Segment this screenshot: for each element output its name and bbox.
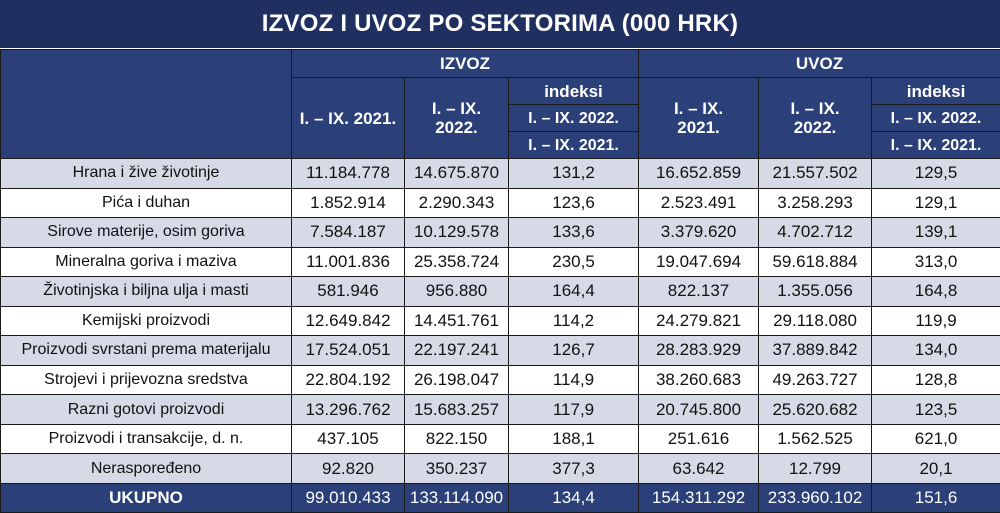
header-corner bbox=[1, 50, 292, 159]
cell-izvoz-2021: 13.296.762 bbox=[292, 395, 405, 425]
table-row bbox=[1, 188, 1000, 218]
cell-sector: Pića i duhan bbox=[1, 188, 292, 218]
cell-izvoz-2021: 12.649.842 bbox=[292, 306, 405, 336]
cell-uvoz-2022: 3.258.293 bbox=[759, 188, 872, 218]
cell-uvoz-index: 134,0 bbox=[872, 336, 1000, 366]
total-imidx: 151,6 bbox=[872, 484, 1000, 513]
cell-uvoz-2021: 822.137 bbox=[639, 277, 759, 307]
cell-uvoz-2022: 21.557.502 bbox=[759, 159, 872, 189]
page-title: IZVOZ I UVOZ PO SEKTORIMA (000 HRK) bbox=[0, 0, 1000, 48]
total-im2021: 154.311.292 bbox=[639, 484, 759, 513]
header-uvoz-2022-line1: I. – IX. bbox=[790, 99, 840, 118]
cell-izvoz-2021: 11.001.836 bbox=[292, 247, 405, 277]
header-uvoz-idx-num: I. – IX. 2022. bbox=[872, 105, 1000, 132]
cell-uvoz-2021: 24.279.821 bbox=[639, 306, 759, 336]
total-label: UKUPNO bbox=[1, 484, 292, 513]
cell-uvoz-2022: 37.889.842 bbox=[759, 336, 872, 366]
header-izvoz-idx-num: I. – IX. 2022. bbox=[509, 105, 639, 132]
cell-uvoz-index: 129,1 bbox=[872, 188, 1000, 218]
header-izvoz-2022-line1: I. – IX. bbox=[431, 99, 482, 118]
cell-sector: Mineralna goriva i maziva bbox=[1, 247, 292, 277]
cell-izvoz-2021: 7.584.187 bbox=[292, 218, 405, 248]
cell-izvoz-index: 126,7 bbox=[509, 336, 639, 366]
table-row bbox=[1, 306, 1000, 336]
cell-sector: Neraspoređeno bbox=[1, 454, 292, 484]
cell-izvoz-index: 133,6 bbox=[509, 218, 639, 248]
cell-uvoz-2022: 12.799 bbox=[759, 454, 872, 484]
cell-uvoz-2021: 20.745.800 bbox=[639, 395, 759, 425]
total-row bbox=[1, 484, 1000, 513]
header-uvoz-2021-line2: 2021. bbox=[677, 118, 720, 137]
total-ex2022: 133.114.090 bbox=[405, 484, 509, 513]
header-izvoz: IZVOZ bbox=[292, 50, 639, 78]
cell-uvoz-index: 313,0 bbox=[872, 247, 1000, 277]
cell-uvoz-2022: 29.118.080 bbox=[759, 306, 872, 336]
total-exidx: 134,4 bbox=[509, 484, 639, 513]
cell-izvoz-2022: 956.880 bbox=[405, 277, 509, 307]
header-uvoz-indeksi: indeksi bbox=[872, 78, 1000, 105]
cell-izvoz-2022: 350.237 bbox=[405, 454, 509, 484]
cell-izvoz-index: 114,2 bbox=[509, 306, 639, 336]
cell-sector: Životinjska i biljna ulja i masti bbox=[1, 277, 292, 307]
cell-izvoz-2022: 822.150 bbox=[405, 424, 509, 454]
cell-izvoz-2021: 437.105 bbox=[292, 424, 405, 454]
cell-uvoz-index: 621,0 bbox=[872, 424, 1000, 454]
cell-uvoz-index: 20,1 bbox=[872, 454, 1000, 484]
table-row bbox=[1, 277, 1000, 307]
cell-uvoz-index: 119,9 bbox=[872, 306, 1000, 336]
cell-sector: Proizvodi i transakcije, d. n. bbox=[1, 424, 292, 454]
total-ex2021: 99.010.433 bbox=[292, 484, 405, 513]
cell-izvoz-index: 188,1 bbox=[509, 424, 639, 454]
cell-uvoz-2021: 16.652.859 bbox=[639, 159, 759, 189]
table-row bbox=[1, 247, 1000, 277]
cell-izvoz-2021: 581.946 bbox=[292, 277, 405, 307]
cell-izvoz-2021: 92.820 bbox=[292, 454, 405, 484]
header-uvoz: UVOZ bbox=[639, 50, 1000, 78]
cell-izvoz-2022: 2.290.343 bbox=[405, 188, 509, 218]
cell-uvoz-index: 164,8 bbox=[872, 277, 1000, 307]
header-uvoz-2022-line2: 2022. bbox=[793, 118, 837, 137]
header-uvoz-2021-line1: I. – IX. bbox=[673, 99, 724, 118]
table-row bbox=[1, 218, 1000, 248]
cell-uvoz-2021: 38.260.683 bbox=[639, 365, 759, 395]
cell-izvoz-index: 131,2 bbox=[509, 159, 639, 189]
cell-uvoz-index: 123,5 bbox=[872, 395, 1000, 425]
header-uvoz-idx-den: I. – IX. 2021. bbox=[872, 132, 1000, 159]
cell-uvoz-2022: 1.355.056 bbox=[759, 277, 872, 307]
header-izvoz-2022-line2: 2022. bbox=[435, 118, 478, 137]
cell-uvoz-2021: 3.379.620 bbox=[639, 218, 759, 248]
cell-uvoz-2022: 25.620.682 bbox=[759, 395, 872, 425]
cell-izvoz-index: 230,5 bbox=[509, 247, 639, 277]
cell-izvoz-2022: 22.197.241 bbox=[405, 336, 509, 366]
table-row bbox=[1, 424, 1000, 454]
cell-izvoz-index: 377,3 bbox=[509, 454, 639, 484]
header-izvoz-idx-den: I. – IX. 2021. bbox=[509, 132, 639, 159]
header-uvoz-2021 bbox=[639, 78, 759, 159]
cell-izvoz-2021: 22.804.192 bbox=[292, 365, 405, 395]
cell-sector: Razni gotovi proizvodi bbox=[1, 395, 292, 425]
cell-izvoz-index: 164,4 bbox=[509, 277, 639, 307]
cell-uvoz-2022: 4.702.712 bbox=[759, 218, 872, 248]
header-izvoz-indeksi: indeksi bbox=[509, 78, 639, 105]
total-im2022: 233.960.102 bbox=[759, 484, 872, 513]
cell-uvoz-index: 139,1 bbox=[872, 218, 1000, 248]
header-izvoz-2021-label: I. – IX. 2021. bbox=[299, 108, 397, 128]
table-row bbox=[1, 395, 1000, 425]
cell-izvoz-2022: 14.675.870 bbox=[405, 159, 509, 189]
cell-izvoz-2022: 15.683.257 bbox=[405, 395, 509, 425]
cell-uvoz-index: 128,8 bbox=[872, 365, 1000, 395]
cell-izvoz-2022: 26.198.047 bbox=[405, 365, 509, 395]
cell-sector: Kemijski proizvodi bbox=[1, 306, 292, 336]
header-izvoz-2021 bbox=[292, 78, 405, 159]
cell-sector: Strojevi i prijevozna sredstva bbox=[1, 365, 292, 395]
cell-izvoz-2021: 1.852.914 bbox=[292, 188, 405, 218]
cell-izvoz-2021: 11.184.778 bbox=[292, 159, 405, 189]
table-row bbox=[1, 336, 1000, 366]
cell-sector: Hrana i žive životinje bbox=[1, 159, 292, 189]
table-row bbox=[1, 159, 1000, 189]
table-row bbox=[1, 365, 1000, 395]
cell-uvoz-index: 129,5 bbox=[872, 159, 1000, 189]
cell-uvoz-2021: 251.616 bbox=[639, 424, 759, 454]
cell-uvoz-2021: 2.523.491 bbox=[639, 188, 759, 218]
cell-sector: Sirove materije, osim goriva bbox=[1, 218, 292, 248]
header-izvoz-2022 bbox=[405, 78, 509, 159]
cell-izvoz-index: 123,6 bbox=[509, 188, 639, 218]
cell-izvoz-index: 114,9 bbox=[509, 365, 639, 395]
cell-izvoz-2021: 17.524.051 bbox=[292, 336, 405, 366]
table-body bbox=[1, 159, 1000, 484]
table-row bbox=[1, 454, 1000, 484]
cell-sector: Proizvodi svrstani prema materijalu bbox=[1, 336, 292, 366]
cell-uvoz-2022: 59.618.884 bbox=[759, 247, 872, 277]
cell-izvoz-2022: 14.451.761 bbox=[405, 306, 509, 336]
cell-uvoz-2022: 1.562.525 bbox=[759, 424, 872, 454]
cell-izvoz-index: 117,9 bbox=[509, 395, 639, 425]
cell-izvoz-2022: 25.358.724 bbox=[405, 247, 509, 277]
cell-uvoz-2021: 28.283.929 bbox=[639, 336, 759, 366]
header-uvoz-2022 bbox=[759, 78, 872, 159]
cell-uvoz-2021: 19.047.694 bbox=[639, 247, 759, 277]
cell-uvoz-2022: 49.263.727 bbox=[759, 365, 872, 395]
cell-uvoz-2021: 63.642 bbox=[639, 454, 759, 484]
cell-izvoz-2022: 10.129.578 bbox=[405, 218, 509, 248]
sector-table bbox=[0, 49, 1000, 513]
